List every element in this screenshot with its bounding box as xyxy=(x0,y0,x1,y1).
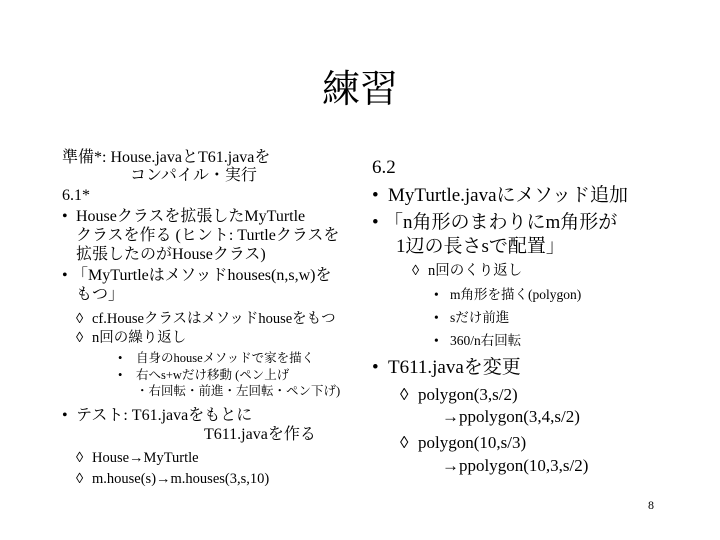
bullet-marker: • xyxy=(62,208,68,225)
bullet-extend-house-2: クラスを作る (ヒント: Turtleクラスを xyxy=(76,227,340,244)
section-heading-6-1: 6.1* xyxy=(62,187,90,204)
prep-line-2: コンパイル・実行 xyxy=(130,167,257,184)
step-move-right-1: 右へs+wだけ移動 (ペン上げ xyxy=(136,368,290,382)
sub-item-polygon-3-line1: polygon(3,s/2) xyxy=(418,385,518,404)
diamond-marker: ◊ xyxy=(400,385,409,404)
bullet-polygon-arrangement-2: 1辺の長さsで配置」 xyxy=(396,236,565,257)
step-draw-house: 自身のhouseメソッドで家を描く xyxy=(136,351,315,365)
bullet-extend-house-3: 拡張したのがHouseクラス) xyxy=(76,246,266,263)
sub-item-house-to-houses: m.house(s)→m.houses(3,s,10) xyxy=(92,471,270,487)
sub-bullet-marker: • xyxy=(118,351,123,365)
bullet-marker: • xyxy=(372,185,379,206)
bullet-marker: • xyxy=(62,267,68,284)
sub-item-repeat: n回の繰り返し xyxy=(92,330,187,346)
diamond-marker: ◊ xyxy=(76,450,84,466)
bullet-polygon-arrangement-1: 「n角形のまわりにm角形が xyxy=(384,212,618,233)
sub-bullet-marker: • xyxy=(434,287,439,302)
sub-bullet-marker: • xyxy=(118,368,123,382)
bullet-extend-house-1: Houseクラスを拡張したMyTurtle xyxy=(76,208,306,225)
sub-item-polygon-3-line2: →ppolygon(3,4,s/2) xyxy=(442,407,580,426)
bullet-marker: • xyxy=(62,407,68,424)
sub-bullet-marker: • xyxy=(434,333,439,348)
sub-item-house-to-myturtle: House→MyTurtle xyxy=(92,450,199,466)
sub-item-repeat-n: n回のくり返し xyxy=(428,263,523,279)
diamond-marker: ◊ xyxy=(76,330,84,346)
diamond-marker: ◊ xyxy=(400,433,409,452)
sub-item-cf-house: cf.Houseクラスはメソッドhouseをもつ xyxy=(92,311,336,327)
bullet-marker: • xyxy=(372,212,379,233)
bullet-marker: • xyxy=(372,357,379,378)
diamond-marker: ◊ xyxy=(412,263,420,279)
prep-line-1: 準備*: House.javaとT61.javaを xyxy=(62,149,271,166)
bullet-modify-t611: T611.javaを変更 xyxy=(388,357,521,378)
sub-item-polygon-10-line1: polygon(10,s/3) xyxy=(418,433,527,452)
slide-title: 練習 xyxy=(321,67,398,111)
page-number: 8 xyxy=(648,498,654,512)
diamond-marker: ◊ xyxy=(76,311,84,327)
bullet-test-2: T611.javaを作る xyxy=(204,426,316,443)
step-rotate-right: 360/n右回転 xyxy=(450,333,522,348)
sub-item-polygon-10-line2: →ppolygon(10,3,s/2) xyxy=(442,456,589,475)
sub-bullet-marker: • xyxy=(434,310,439,325)
section-heading-6-2: 6.2 xyxy=(372,157,396,178)
step-draw-polygon: m角形を描く(polygon) xyxy=(450,287,582,302)
bullet-houses-method-2: もつ」 xyxy=(76,286,125,303)
bullet-test-1: テスト: T61.javaをもとに xyxy=(76,407,253,424)
diamond-marker: ◊ xyxy=(76,471,84,487)
bullet-houses-method-1: 「MyTurtleはメソッドhouses(n,s,w)を xyxy=(72,267,332,284)
step-forward-s: sだけ前進 xyxy=(450,310,510,325)
bullet-add-method: MyTurtle.javaにメソッド追加 xyxy=(388,185,629,206)
step-move-right-2: ・右回転・前進・左回転・ペン下げ) xyxy=(136,384,341,398)
